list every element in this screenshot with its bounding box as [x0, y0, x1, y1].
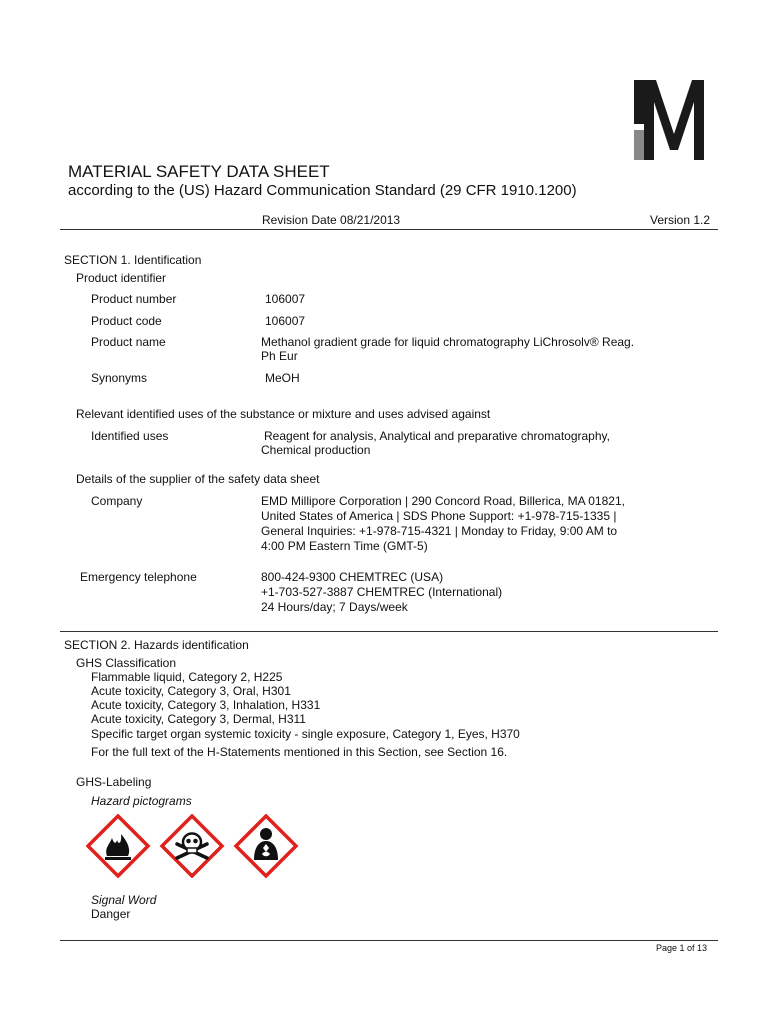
- emergency-label: Emergency telephone: [80, 570, 197, 584]
- document-subtitle: according to the (US) Hazard Communication Standard (29 CFR 1910.1200): [68, 182, 577, 199]
- product-name-label: Product name: [91, 335, 166, 349]
- hazard-pictograms: [86, 814, 316, 878]
- identified-uses-line1: Reagent for analysis, Analytical and preparative chromatography,: [264, 429, 610, 443]
- uses-heading: Relevant identified uses of the substance or mixture and uses advised against: [76, 407, 491, 421]
- product-name-line1: Methanol gradient grade for liquid chromatography LiChrosolv® Reag.: [261, 335, 635, 349]
- full-text-note: For the full text of the H-Statements mentioned in this Section, see Section 16.: [91, 745, 508, 759]
- company-line: General Inquiries: +1-978-715-4321 | Monday to Friday, 9:00 AM to: [261, 524, 618, 538]
- synonyms-value: MeOH: [265, 371, 300, 385]
- ghs-labeling-heading: GHS-Labeling: [76, 775, 152, 789]
- classification-item: Flammable liquid, Category 2, H225: [91, 670, 283, 684]
- identified-uses-label: Identified uses: [91, 429, 169, 443]
- footer-divider: [60, 940, 718, 941]
- skull-crossbones-icon: [162, 816, 222, 876]
- signal-word-value: Danger: [91, 907, 131, 921]
- emergency-line: 800-424-9300 CHEMTREC (USA): [261, 570, 444, 584]
- emergency-line: 24 Hours/day; 7 Days/week: [261, 600, 408, 614]
- classification-item: Acute toxicity, Category 3, Inhalation, H331: [91, 698, 321, 712]
- document-title: MATERIAL SAFETY DATA SHEET: [68, 162, 330, 181]
- hazard-pictograms-label: Hazard pictograms: [91, 794, 192, 808]
- product-identifier-heading: Product identifier: [76, 271, 167, 285]
- classification-item: Specific target organ systemic toxicity - single exposure, Category 1, Eyes, H370: [91, 727, 520, 741]
- product-number-value: 106007: [265, 292, 306, 306]
- company-label: Company: [91, 494, 143, 508]
- section2-heading: SECTION 2. Hazards identification: [64, 638, 249, 652]
- section1-heading: SECTION 1. Identification: [64, 253, 202, 267]
- ghs-classification-heading: GHS Classification: [76, 656, 177, 670]
- header-divider: [60, 229, 718, 230]
- identified-uses-line2: Chemical production: [261, 443, 371, 457]
- signal-word-label: Signal Word: [91, 893, 157, 907]
- product-number-label: Product number: [91, 292, 177, 306]
- version: Version 1.2: [650, 213, 711, 227]
- emergency-line: +1-703-527-3887 CHEMTREC (International): [261, 585, 503, 599]
- health-hazard-icon: [236, 816, 296, 876]
- product-name-line2: Ph Eur: [261, 349, 298, 363]
- merck-logo: [632, 80, 716, 162]
- classification-item: Acute toxicity, Category 3, Oral, H301: [91, 684, 291, 698]
- company-line: EMD Millipore Corporation | 290 Concord Road, Billerica, MA 01821,: [261, 494, 625, 508]
- page-number: Page 1 of 13: [656, 943, 708, 953]
- company-line: 4:00 PM Eastern Time (GMT-5): [261, 539, 428, 553]
- product-code-label: Product code: [91, 314, 162, 328]
- revision-date: Revision Date 08/21/2013: [262, 213, 401, 227]
- section-divider: [60, 631, 718, 632]
- company-line: United States of America | SDS Phone Support: +1-978-715-1335 |: [261, 509, 617, 523]
- product-code-value: 106007: [265, 314, 306, 328]
- flame-icon: [88, 816, 148, 876]
- supplier-heading: Details of the supplier of the safety data sheet: [76, 472, 320, 486]
- classification-item: Acute toxicity, Category 3, Dermal, H311: [91, 712, 306, 726]
- synonyms-label: Synonyms: [91, 371, 148, 385]
